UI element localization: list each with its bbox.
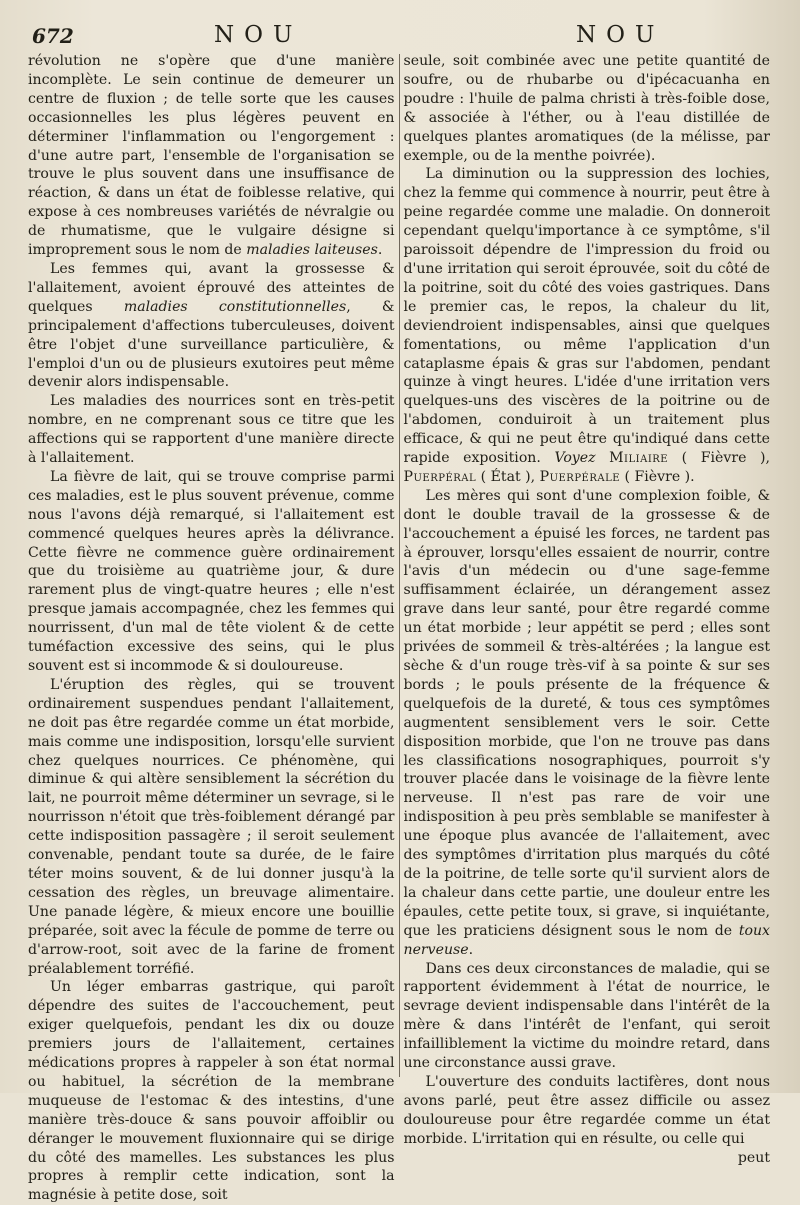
- paragraph: La fièvre de lait, qui se trouve comprise parmi ces maladies, est le plus souvent prévenue, comme nous l'avons déjà remarqué, si l'allaitement est commencé quelques heures après la délivrance. Cette fièvre ne commence guère ordinairement que du troisième au quatrième jour, & dure rarement plus de vingt-quatre heures ; elle n'est presque jamais accompagnée, chez les femmes qui nourrissent, d'un mal de tête violent & de cette tuméfaction excessive des seins, qui le plus souvent est si incommode & si douloureuse.: [28, 468, 395, 674]
- cross-reference-term: Puerpérale: [539, 468, 621, 485]
- italic-term: maladies laiteuses: [246, 242, 378, 259]
- cross-reference-term: Miliaire: [609, 450, 669, 467]
- catchword: peut: [737, 1149, 770, 1166]
- right-column: [403, 52, 771, 1166]
- paragraph: L'éruption des règles, qui se trouvent ordinairement suspendues pendant l'allaitement, ne doit pas être regardée comme un état morbide, mais comme une indisposition, lorsqu'elle survient chez quelques nourrices. Ce phénomène, qui diminue & qui altère sensiblement la sécrétion du lait, ne pourroit même déterminer un sevrage, si le nourrisson n'étoit que très-foiblement dérangé par cette indisposition passagère ; il seroit seulement convenable, pendant toute sa durée, de le faire téter moins souvent, & de lui donner jusqu'à la cessation des règles, un breuvage alimentaire. Une panade légère, & mieux encore une bouillie préparée, soit avec la fécule de pomme de terre ou d'arrow-root, soit avec de la farine de froment préalablement torréfié.: [28, 676, 395, 977]
- paragraph: Les femmes qui, avant la grossesse & l'allaitement, avoient éprouvé des atteintes de quelques maladies constitutionnelles, & principalement d'affections tuberculeuses, doivent être l'objet d'une surveillance particulière, & l'emploi d'un ou de plusieurs exutoires peut même devenir alors indispensable.: [28, 260, 395, 391]
- column-divider: [399, 54, 400, 1077]
- paragraph: La diminution ou la suppression des lochies, chez la femme qui commence à nourrir, peut être à peine regardée comme une maladie. On donneroit cependant quelqu'importance à ce symptôme, s'il paroissoit dépendre de l'impression du froid ou d'une irritation qui seroit éprouvée, soit du côté de la poitrine, soit du côté des voies gastriques. Dans le premier cas, le repos, la chaleur du lit, deviendroient indispensables, ainsi que quelques fomentations, ou même l'application d'un cataplasme épais & gras sur l'abdomen, pendant quinze à vingt heures. L'idée d'une irritation vers quelques-uns des viscères de la poitrine ou de l'abdomen, conduiroit à un traitement plus efficace, & qui ne peut être qu'indiqué dans cette rapide exposition. Voyez Miliaire ( Fièvre ), Puerpéral ( État ), Puerpérale ( Fièvre ).: [403, 166, 770, 485]
- paragraph: Les maladies des nourrices sont en très-petit nombre, en ne comprenant sous ce titre que les affections qui se rapportent d'une manière directe à l'allaitement.: [28, 393, 395, 467]
- running-title-left: NOU: [214, 22, 303, 48]
- italic-term: maladies constitutionnelles: [123, 298, 347, 315]
- paragraph: Les mères qui sont d'une complexion foible, & dont le double travail de la grossesse & de l'accouchement a épuisé les forces, ne tardent pas à éprouver, lorsqu'elles essaient de nourrir, contre l'avis d'un médecin ou d'une sage-femme suffisamment éclairée, un dérangement assez grave dans leur santé, pour être regardé comme un état morbide ; leur appétit se perd ; elles sont privées de sommeil & très-altérées ; la langue est sèche & d'un rouge très-vif à sa pointe & sur ses bords ; le pouls présente de la fréquence & quelquefois de la dureté, & tous ces symptômes augmentent sensiblement vers le soir. Cette disposition morbide, que l'on ne trouve pas dans les classifications nosographiques, pourroit s'y trouver placée dans le voisinage de la fièvre lente nerveuse. Il n'est pas rare de voir une indisposition à peu près semblable se manifester à une époque plus avancée de l'allaitement, avec des symptômes d'irritation plus marqués du côté de la poitrine, de telle sorte qu'il survient alors de la chaleur dans cette partie, une douleur entre les épaules, cette petite toux, si grave, si inquiétante, que les praticiens désignent sous le nom de toux nerveuse.: [403, 487, 770, 958]
- running-title-right: NOU: [576, 22, 665, 48]
- paragraph: Un léger embarras gastrique, qui paroît dépendre des suites de l'accouchement, peut exiger quelquefois, pendant les dix ou douze premiers jours de l'allaitement, certaines médications propres à rappeler à son état normal ou habituel, la sécrétion de la membrane muqueuse de l'estomac & des intestins, d'une manière très-douce & sans pouvoir affoiblir ou déranger le mouvement fluxionnaire qui se dirige du côté des mamelles. Les substances les plus propres à remplir cette indication, sont la magnésie à petite dose, soit: [28, 979, 395, 1204]
- running-head: [30, 22, 770, 56]
- paragraph: seule, soit combinée avec une petite quantité de soufre, ou de rhubarbe ou d'ipécacuanha en poudre : l'huile de palma christi à très-foible dose, & associée à l'éther, ou à l'eau distillée de quelques plantes aromatiques (de la mélisse, par exemple, ou de la menthe poivrée).: [403, 53, 770, 164]
- italic-term: toux nerveuse: [403, 922, 770, 958]
- cross-reference-term: Puerpéral: [403, 468, 477, 485]
- left-column: [28, 52, 395, 1204]
- paragraph: L'ouverture des conduits lactifères, dont nous avons parlé, peut être assez difficile ou assez douloureuse pour être regardée comme un état morbide. L'irritation qui en résulte, ou celle qui: [403, 1073, 770, 1147]
- cross-reference-voyez: Voyez: [554, 450, 596, 467]
- paragraph: révolution ne s'opère que d'une manière incomplète. Le sein continue de demeurer un centre de fluxion ; de telle sorte que les causes occasionnelles les plus légères peuvent en déterminer l'inflammation ou l'engorgement : d'une autre part, l'ensemble de l'organisation se trouve le plus souvent dans une insuffisance de réaction, & dans un état de foiblesse relative, qui expose à ces nombreuses variétés de névralgie ou de rhumatisme, que le vulgaire désigne si improprement sous le nom de maladies laiteuses.: [28, 53, 395, 259]
- text-columns: [28, 52, 770, 1204]
- paragraph: Dans ces deux circonstances de maladie, qui se rapportent évidemment à l'état de nourrice, le sevrage devient indispensable dans l'intérêt de la mère & dans l'intérêt de l'enfant, qui seroit infailliblement la victime du moindre retard, dans une circonstance aussi grave.: [403, 960, 770, 1072]
- page-number: 672: [32, 24, 74, 48]
